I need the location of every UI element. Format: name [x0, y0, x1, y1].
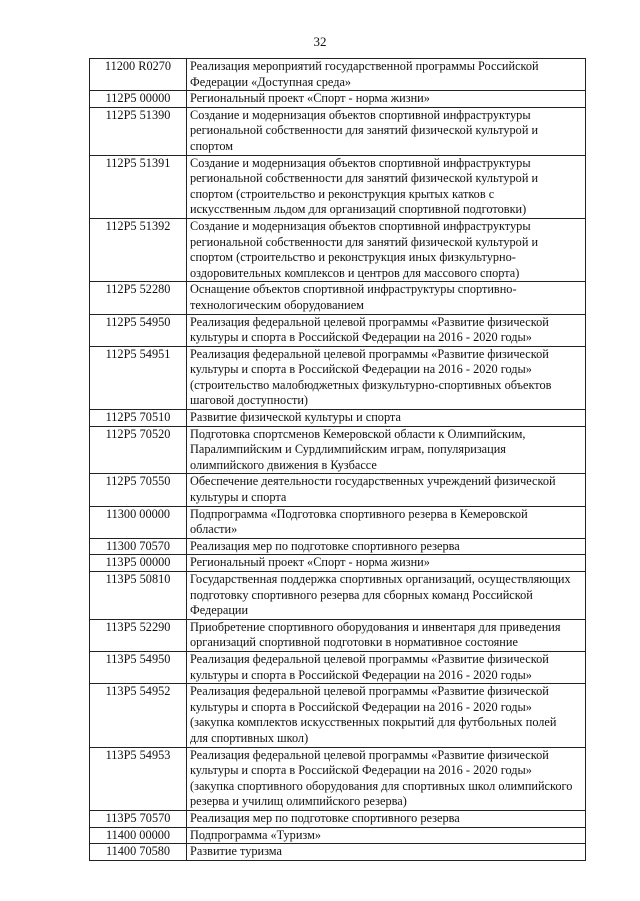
description-line: шаговой доступности): [190, 393, 308, 408]
budget-code-cell: 112P5 52280: [90, 282, 187, 314]
description-line: (закупка спортивного оборудования для спортивных школ олимпийского: [190, 778, 573, 793]
description-line: Реализация федеральной целевой программы «Развитие физической: [190, 346, 549, 361]
description-line: региональной собственности для занятий физической культурой и: [190, 123, 539, 138]
table-row: [90, 474, 586, 506]
budget-code-cell: 112P5 70510: [90, 410, 187, 427]
budget-code-cell: 113P5 50810: [90, 572, 187, 620]
description-line: культуры и спорта в Российской Федерации на 2016 - 2020 годы»: [190, 362, 532, 377]
table-row: [90, 810, 586, 827]
description-cell: [187, 810, 586, 827]
budget-code-cell: 112P5 54951: [90, 346, 187, 409]
description-line: спортом: [190, 138, 234, 153]
budget-code-cell: 113P5 52290: [90, 619, 187, 651]
description-line: Государственная поддержка спортивных организаций, осуществляющих: [190, 572, 571, 586]
description-cell: [187, 619, 586, 651]
description-cell: [187, 555, 586, 572]
description-cell: [187, 410, 586, 427]
description-line: Оснащение объектов спортивной инфраструктуры спортивно-: [190, 282, 517, 297]
description-cell: [187, 426, 586, 474]
description-line: искусственным льдом для организаций спортивной подготовки): [190, 202, 527, 217]
description-line: культуры и спорта в Российской Федерации на 2016 - 2020 годы»: [190, 330, 532, 345]
description-line: Реализация федеральной целевой программы «Развитие физической: [190, 314, 549, 329]
table-row: [90, 538, 586, 555]
table-row: [90, 651, 586, 683]
description-cell: [187, 282, 586, 314]
table-row: [90, 314, 586, 346]
description-line: спортом (строительство и реконструкция иных физкультурно-: [190, 250, 516, 265]
description-cell: [187, 346, 586, 409]
budget-code-cell: 11400 00000: [90, 827, 187, 844]
description-line: Подпрограмма «Туризм»: [190, 827, 322, 842]
description-line: спортом (строительство и реконструкция крытых катков с: [190, 186, 495, 201]
table-row: [90, 346, 586, 409]
description-cell: [187, 59, 586, 91]
table-row: [90, 107, 586, 155]
description-line: Развитие туризма: [190, 844, 282, 859]
description-cell: [187, 314, 586, 346]
description-cell: [187, 474, 586, 506]
table-row: [90, 410, 586, 427]
description-line: области»: [190, 522, 238, 537]
description-line: Создание и модернизация объектов спортивной инфраструктуры: [190, 155, 531, 170]
description-line: (строительство малобюджетных физкультурно-спортивных объектов: [190, 377, 552, 392]
description-cell: [187, 107, 586, 155]
description-cell: [187, 218, 586, 281]
description-line: оздоровительных комплексов и центров для массового спорта): [190, 265, 520, 280]
budget-code-cell: 11300 70570: [90, 538, 187, 555]
description-line: культуры и спорта в Российской Федерации на 2016 - 2020 годы»: [190, 763, 532, 778]
budget-code-cell: 11200 R0270: [90, 59, 187, 91]
description-cell: [187, 747, 586, 810]
budget-code-cell: 113P5 54950: [90, 651, 187, 683]
description-line: культуры и спорта: [190, 490, 287, 505]
description-line: региональной собственности для занятий физической культурой и: [190, 171, 539, 186]
table-row: [90, 827, 586, 844]
description-line: Обеспечение деятельности государственных учреждений физической: [190, 474, 556, 489]
budget-code-cell: 112P5 51391: [90, 155, 187, 218]
description-line: Реализация федеральной целевой программы «Развитие физической: [190, 651, 549, 666]
table-row: [90, 426, 586, 474]
description-line: Создание и модернизация объектов спортивной инфраструктуры: [190, 218, 531, 233]
table-row: [90, 747, 586, 810]
budget-code-cell: 113P5 00000: [90, 555, 187, 572]
table-row: [90, 155, 586, 218]
description-line: региональной собственности для занятий физической культурой и: [190, 234, 539, 249]
description-line: Приобретение спортивного оборудования и инвентаря для приведения: [190, 619, 561, 634]
table-row: [90, 572, 586, 620]
budget-code-cell: 112P5 00000: [90, 91, 187, 108]
description-line: для спортивных школ): [190, 730, 309, 745]
description-line: культуры и спорта в Российской Федерации на 2016 - 2020 годы»: [190, 699, 532, 714]
budget-code-cell: 113P5 54953: [90, 747, 187, 810]
description-cell: [187, 684, 586, 747]
budget-code-cell: 11300 00000: [90, 506, 187, 538]
table-row: [90, 844, 586, 861]
description-line: Реализация федеральной целевой программы «Развитие физической: [190, 747, 549, 762]
table-row: [90, 555, 586, 572]
table-row: [90, 218, 586, 281]
budget-code-cell: 11400 70580: [90, 844, 187, 861]
description-line: Федерации: [190, 603, 249, 618]
description-line: олимпийского движения в Кузбассе: [190, 457, 377, 472]
description-line: технологическим оборудованием: [190, 297, 364, 312]
table-body: [90, 59, 586, 861]
description-line: Развитие физической культуры и спорта: [190, 410, 401, 425]
description-cell: [187, 844, 586, 861]
table-row: [90, 59, 586, 91]
description-line: культуры и спорта в Российской Федерации на 2016 - 2020 годы»: [190, 667, 532, 682]
budget-code-cell: 112P5 70520: [90, 426, 187, 474]
description-line: Федерации «Доступная среда»: [190, 74, 352, 89]
description-line: Региональный проект «Спорт - норма жизни»: [190, 555, 430, 570]
table-row: [90, 282, 586, 314]
description-line: организаций спортивной подготовки в нормативное состояние: [190, 635, 518, 650]
budget-code-cell: 112P5 51390: [90, 107, 187, 155]
description-line: Реализация федеральной целевой программы «Развитие физической: [190, 684, 549, 699]
description-cell: [187, 155, 586, 218]
description-cell: [187, 651, 586, 683]
description-line: Подготовка спортсменов Кемеровской области к Олимпийским,: [190, 426, 526, 441]
description-line: Региональный проект «Спорт - норма жизни»: [190, 91, 430, 106]
table-row: [90, 91, 586, 108]
description-line: Создание и модернизация объектов спортивной инфраструктуры: [190, 107, 531, 122]
budget-code-cell: 112P5 51392: [90, 218, 187, 281]
budget-code-cell: 112P5 70550: [90, 474, 187, 506]
description-cell: [187, 572, 586, 620]
description-line: Реализация мер по подготовке спортивного резерва: [190, 810, 460, 825]
description-line: Реализация мероприятий государственной программы Российской: [190, 59, 539, 73]
description-line: Подпрограмма «Подготовка спортивного резерва в Кемеровской: [190, 506, 528, 521]
description-line: Реализация мер по подготовке спортивного резерва: [190, 538, 460, 553]
budget-code-cell: 113P5 70570: [90, 810, 187, 827]
table-row: [90, 684, 586, 747]
description-cell: [187, 506, 586, 538]
table-row: [90, 619, 586, 651]
table-row: [90, 506, 586, 538]
description-line: резерва и училищ олимпийского резерва): [190, 794, 407, 809]
description-cell: [187, 91, 586, 108]
budget-code-cell: 113P5 54952: [90, 684, 187, 747]
description-cell: [187, 827, 586, 844]
description-line: (закупка комплектов искусственных покрытий для футбольных полей: [190, 715, 557, 730]
budget-code-table: [89, 58, 586, 861]
budget-code-cell: 112P5 54950: [90, 314, 187, 346]
description-line: Паралимпийским и Сурдлимпийским играм, популяризация: [190, 442, 506, 457]
description-cell: [187, 538, 586, 555]
description-line: подготовку спортивного резерва для сборных команд Российской: [190, 587, 533, 602]
page-number: 32: [313, 34, 327, 49]
